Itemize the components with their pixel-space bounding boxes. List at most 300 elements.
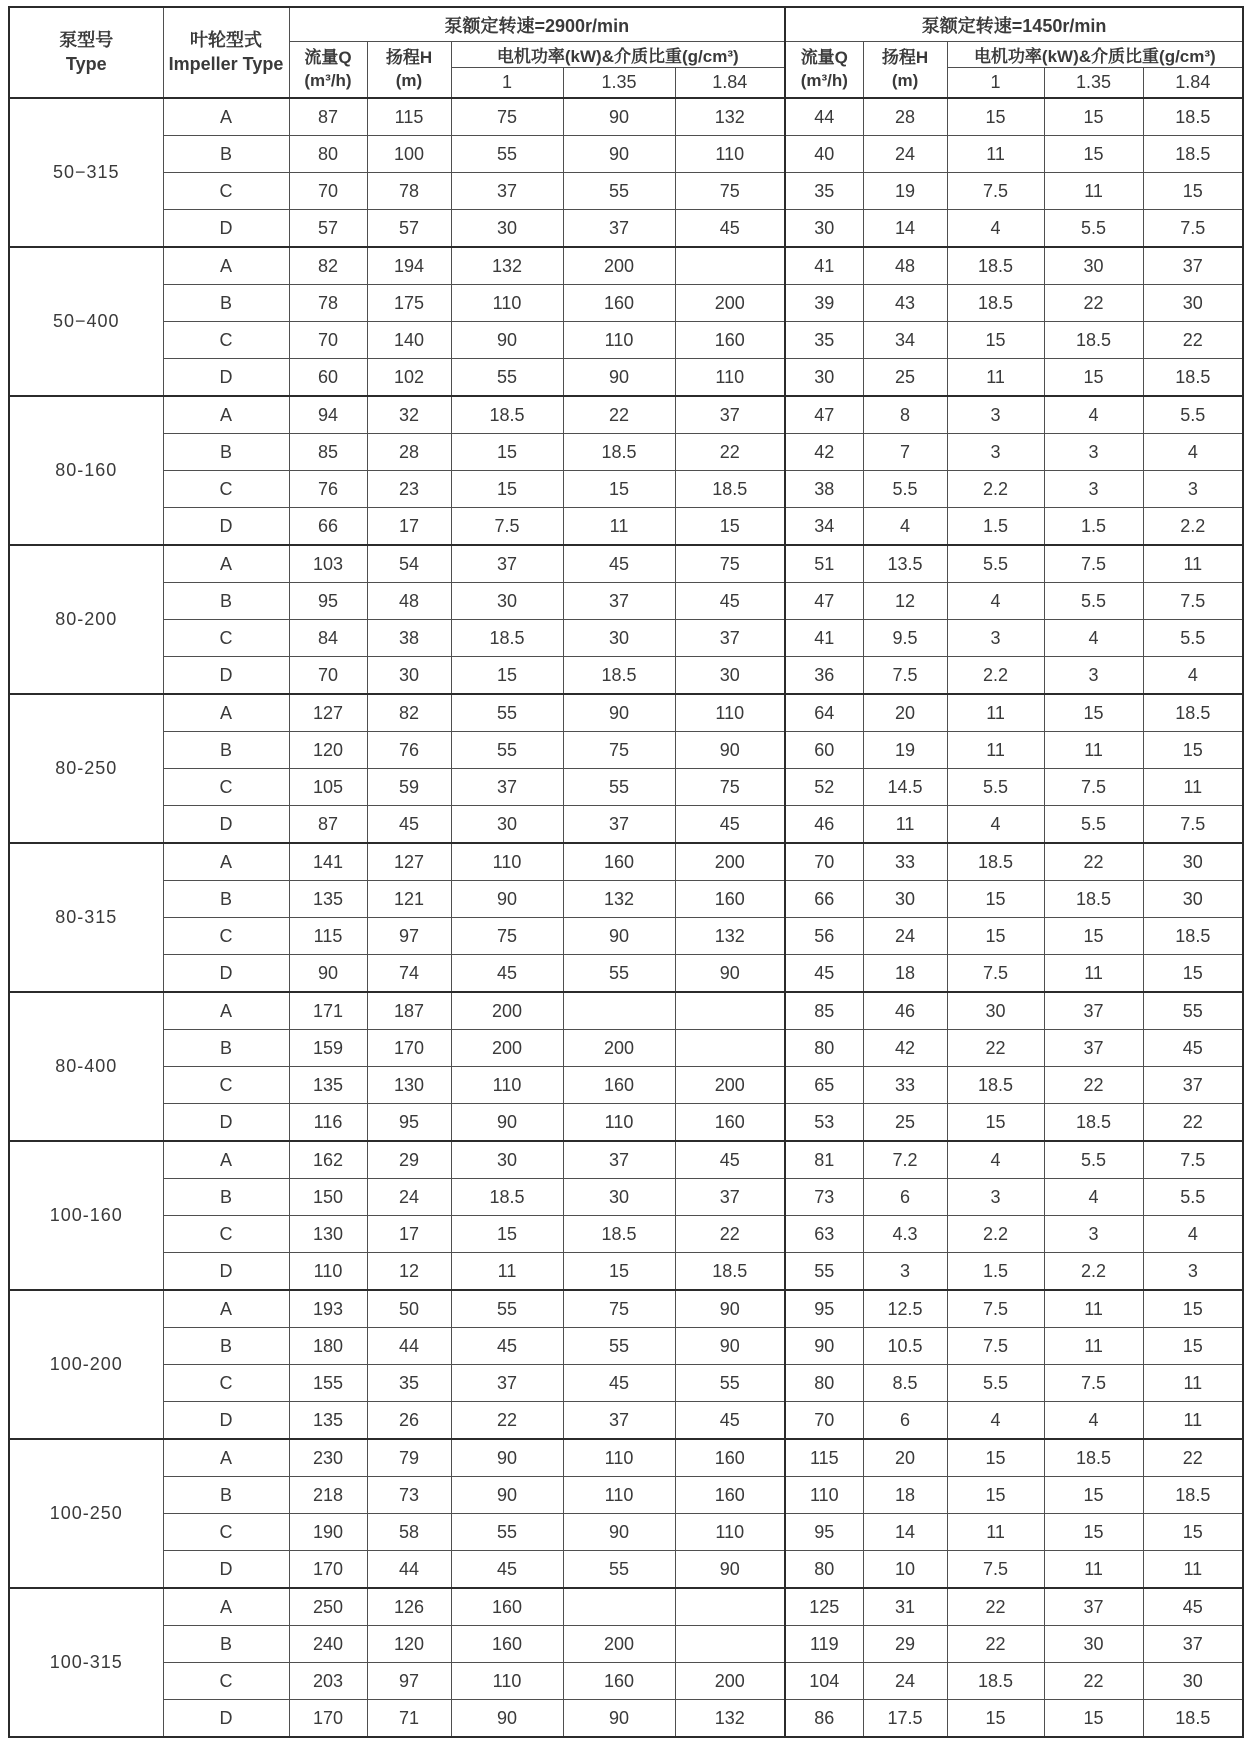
value-cell: 18.5 — [451, 1179, 563, 1216]
value-cell: 90 — [675, 1290, 785, 1328]
flow-header-1450 — [785, 42, 863, 99]
value-cell: 35 — [785, 173, 863, 210]
value-cell: 22 — [947, 1626, 1044, 1663]
value-cell: 187 — [367, 992, 451, 1030]
value-cell: 14 — [863, 210, 947, 248]
value-cell: 5.5 — [1044, 583, 1143, 620]
value-cell: 200 — [675, 1663, 785, 1700]
value-cell: 15 — [1044, 136, 1143, 173]
value-cell: 30 — [785, 359, 863, 397]
value-cell: 33 — [863, 843, 947, 881]
table-row — [9, 1626, 1243, 1663]
impeller-cell: D — [163, 210, 289, 248]
value-cell: 10 — [863, 1551, 947, 1589]
value-cell: 18.5 — [1044, 1104, 1143, 1142]
value-cell: 5.5 — [1143, 396, 1243, 434]
value-cell: 18.5 — [1044, 322, 1143, 359]
value-cell: 75 — [675, 769, 785, 806]
value-cell: 25 — [863, 359, 947, 397]
value-cell: 104 — [785, 1663, 863, 1700]
impeller-cell: A — [163, 694, 289, 732]
value-cell: 90 — [563, 136, 675, 173]
impeller-cell: C — [163, 322, 289, 359]
value-cell: 66 — [785, 881, 863, 918]
impeller-cell: B — [163, 732, 289, 769]
value-cell: 4 — [947, 210, 1044, 248]
value-cell: 37 — [675, 620, 785, 657]
impeller-cell: D — [163, 955, 289, 993]
value-cell: 55 — [451, 732, 563, 769]
value-cell: 55 — [451, 1290, 563, 1328]
impeller-cell: D — [163, 1700, 289, 1738]
value-cell: 55 — [675, 1365, 785, 1402]
value-cell: 18.5 — [563, 434, 675, 471]
value-cell: 3 — [1044, 1216, 1143, 1253]
value-cell: 97 — [367, 918, 451, 955]
table-header — [9, 7, 1243, 98]
value-cell: 15 — [1143, 1514, 1243, 1551]
impeller-cell: A — [163, 1588, 289, 1626]
value-cell: 26 — [367, 1402, 451, 1440]
value-cell: 15 — [1044, 98, 1143, 136]
value-cell: 13.5 — [863, 545, 947, 583]
table-row — [9, 173, 1243, 210]
value-cell: 30 — [1143, 1663, 1243, 1700]
value-cell: 5.5 — [1044, 806, 1143, 844]
value-cell: 74 — [367, 955, 451, 993]
table-row — [9, 1067, 1243, 1104]
table-row — [9, 1439, 1243, 1477]
value-cell — [675, 247, 785, 285]
value-cell: 90 — [451, 1477, 563, 1514]
value-cell: 30 — [563, 1179, 675, 1216]
value-cell: 4 — [1143, 434, 1243, 471]
value-cell: 7.5 — [947, 1290, 1044, 1328]
value-cell: 73 — [367, 1477, 451, 1514]
head-header-1450 — [863, 42, 947, 99]
value-cell: 4 — [947, 1141, 1044, 1179]
impeller-cell: B — [163, 1626, 289, 1663]
value-cell: 15 — [451, 657, 563, 695]
pump-type-cell: 50−315 — [9, 98, 163, 247]
value-cell: 2.2 — [947, 471, 1044, 508]
impeller-column-header-en: Impeller Type — [168, 53, 284, 74]
value-cell: 75 — [451, 98, 563, 136]
value-cell: 70 — [785, 843, 863, 881]
value-cell: 87 — [289, 806, 367, 844]
impeller-cell: D — [163, 806, 289, 844]
impeller-cell: D — [163, 1253, 289, 1291]
value-cell: 4 — [1044, 396, 1143, 434]
value-cell: 45 — [675, 583, 785, 620]
value-cell: 22 — [1143, 1104, 1243, 1142]
value-cell: 12 — [863, 583, 947, 620]
value-cell: 45 — [675, 210, 785, 248]
value-cell: 60 — [785, 732, 863, 769]
value-cell: 5.5 — [1044, 1141, 1143, 1179]
value-cell: 37 — [451, 769, 563, 806]
table-row — [9, 583, 1243, 620]
value-cell: 10.5 — [863, 1328, 947, 1365]
table-row — [9, 1402, 1243, 1440]
value-cell: 75 — [563, 732, 675, 769]
value-cell: 15 — [1044, 1477, 1143, 1514]
value-cell: 200 — [675, 285, 785, 322]
value-cell: 127 — [367, 843, 451, 881]
value-cell: 5.5 — [947, 545, 1044, 583]
value-cell: 23 — [367, 471, 451, 508]
pump-type-cell: 80-250 — [9, 694, 163, 843]
pump-type-cell: 50−400 — [9, 247, 163, 396]
value-cell: 30 — [1143, 285, 1243, 322]
value-cell: 18.5 — [1143, 359, 1243, 397]
value-cell: 240 — [289, 1626, 367, 1663]
value-cell: 160 — [563, 843, 675, 881]
header-row-speed — [9, 7, 1243, 42]
value-cell: 11 — [451, 1253, 563, 1291]
value-cell: 18 — [863, 1477, 947, 1514]
value-cell: 38 — [367, 620, 451, 657]
impeller-cell: B — [163, 434, 289, 471]
value-cell: 37 — [451, 1365, 563, 1402]
value-cell: 22 — [1044, 1067, 1143, 1104]
value-cell: 2.2 — [1044, 1253, 1143, 1291]
flow-header-2900-unit: (m³/h) — [304, 70, 352, 90]
table-row — [9, 694, 1243, 732]
value-cell: 8 — [863, 396, 947, 434]
impeller-cell: A — [163, 247, 289, 285]
value-cell: 18.5 — [1143, 918, 1243, 955]
value-cell: 110 — [675, 136, 785, 173]
value-cell: 37 — [563, 1402, 675, 1440]
value-cell: 37 — [451, 545, 563, 583]
pump-spec-table — [8, 6, 1244, 1738]
value-cell: 90 — [451, 881, 563, 918]
value-cell: 15 — [947, 1700, 1044, 1738]
impeller-cell: A — [163, 396, 289, 434]
impeller-cell: D — [163, 1402, 289, 1440]
value-cell: 75 — [563, 1290, 675, 1328]
value-cell: 110 — [785, 1477, 863, 1514]
value-cell: 30 — [1044, 247, 1143, 285]
value-cell: 45 — [675, 1402, 785, 1440]
value-cell: 11 — [1044, 1290, 1143, 1328]
table-row — [9, 1104, 1243, 1142]
value-cell: 150 — [289, 1179, 367, 1216]
value-cell: 110 — [451, 285, 563, 322]
value-cell: 28 — [863, 98, 947, 136]
value-cell: 70 — [289, 657, 367, 695]
value-cell: 3 — [1143, 1253, 1243, 1291]
value-cell: 24 — [863, 136, 947, 173]
impeller-cell: C — [163, 1216, 289, 1253]
value-cell: 15 — [1143, 955, 1243, 993]
value-cell: 76 — [289, 471, 367, 508]
value-cell: 63 — [785, 1216, 863, 1253]
value-cell: 3 — [947, 1179, 1044, 1216]
value-cell: 116 — [289, 1104, 367, 1142]
value-cell: 85 — [785, 992, 863, 1030]
value-cell: 18.5 — [675, 1253, 785, 1291]
value-cell: 18.5 — [947, 285, 1044, 322]
value-cell: 50 — [367, 1290, 451, 1328]
value-cell: 71 — [367, 1700, 451, 1738]
speed-group-2900-header: 泵额定转速=2900r/min — [289, 7, 785, 42]
impeller-cell: A — [163, 1141, 289, 1179]
value-cell: 110 — [675, 359, 785, 397]
value-cell: 41 — [785, 247, 863, 285]
value-cell: 60 — [289, 359, 367, 397]
value-cell: 19 — [863, 173, 947, 210]
value-cell: 22 — [675, 434, 785, 471]
value-cell: 22 — [563, 396, 675, 434]
value-cell: 90 — [675, 1328, 785, 1365]
value-cell: 22 — [947, 1588, 1044, 1626]
value-cell: 159 — [289, 1030, 367, 1067]
value-cell: 5.5 — [1143, 620, 1243, 657]
value-cell: 45 — [785, 955, 863, 993]
value-cell: 55 — [563, 1328, 675, 1365]
value-cell: 3 — [1044, 657, 1143, 695]
value-cell: 11 — [1044, 1551, 1143, 1589]
flow-header-1450-label: 流量Q — [800, 48, 848, 68]
head-header-1450-label: 扬程H — [881, 48, 929, 68]
value-cell: 70 — [289, 173, 367, 210]
pump-type-cell: 100-250 — [9, 1439, 163, 1588]
value-cell: 37 — [675, 396, 785, 434]
value-cell: 4 — [1044, 1402, 1143, 1440]
value-cell: 45 — [563, 1365, 675, 1402]
value-cell: 90 — [451, 1439, 563, 1477]
value-cell: 45 — [1143, 1588, 1243, 1626]
value-cell: 30 — [367, 657, 451, 695]
value-cell: 6 — [863, 1402, 947, 1440]
value-cell: 55 — [451, 359, 563, 397]
table-row — [9, 285, 1243, 322]
table-row — [9, 1030, 1243, 1067]
value-cell: 97 — [367, 1663, 451, 1700]
value-cell: 82 — [367, 694, 451, 732]
value-cell: 8.5 — [863, 1365, 947, 1402]
value-cell: 18.5 — [947, 1067, 1044, 1104]
value-cell: 12 — [367, 1253, 451, 1291]
value-cell: 18.5 — [563, 1216, 675, 1253]
value-cell: 78 — [367, 173, 451, 210]
value-cell: 55 — [563, 173, 675, 210]
value-cell: 218 — [289, 1477, 367, 1514]
value-cell: 110 — [563, 1104, 675, 1142]
value-cell: 18 — [863, 955, 947, 993]
value-cell: 30 — [863, 881, 947, 918]
table-row — [9, 545, 1243, 583]
value-cell: 110 — [451, 843, 563, 881]
value-cell: 75 — [675, 545, 785, 583]
value-cell: 7.5 — [1044, 769, 1143, 806]
value-cell: 15 — [451, 434, 563, 471]
value-cell: 58 — [367, 1514, 451, 1551]
type-column-header — [9, 7, 163, 98]
value-cell: 200 — [675, 1067, 785, 1104]
value-cell: 15 — [947, 881, 1044, 918]
table-row — [9, 210, 1243, 248]
table-row — [9, 1514, 1243, 1551]
value-cell: 90 — [675, 1551, 785, 1589]
value-cell: 37 — [1044, 992, 1143, 1030]
value-cell: 155 — [289, 1365, 367, 1402]
value-cell: 3 — [1143, 471, 1243, 508]
value-cell: 42 — [785, 434, 863, 471]
value-cell — [675, 1626, 785, 1663]
value-cell: 3 — [1044, 471, 1143, 508]
value-cell: 22 — [1143, 1439, 1243, 1477]
value-cell: 44 — [785, 98, 863, 136]
value-cell: 90 — [451, 1700, 563, 1738]
table-row — [9, 322, 1243, 359]
value-cell: 4 — [1044, 1179, 1143, 1216]
value-cell: 90 — [451, 1104, 563, 1142]
table-row — [9, 918, 1243, 955]
impeller-cell: B — [163, 583, 289, 620]
value-cell: 15 — [947, 1104, 1044, 1142]
value-cell: 194 — [367, 247, 451, 285]
value-cell: 200 — [451, 1030, 563, 1067]
value-cell: 110 — [675, 694, 785, 732]
value-cell: 39 — [785, 285, 863, 322]
value-cell: 5.5 — [1044, 210, 1143, 248]
value-cell: 46 — [863, 992, 947, 1030]
impeller-cell: C — [163, 471, 289, 508]
value-cell: 30 — [675, 657, 785, 695]
value-cell: 11 — [1143, 1365, 1243, 1402]
value-cell: 2.2 — [1143, 508, 1243, 546]
value-cell: 66 — [289, 508, 367, 546]
value-cell: 30 — [947, 992, 1044, 1030]
value-cell: 110 — [563, 322, 675, 359]
table-row — [9, 657, 1243, 695]
impeller-cell: A — [163, 1439, 289, 1477]
value-cell: 5.5 — [947, 1365, 1044, 1402]
value-cell: 35 — [367, 1365, 451, 1402]
table-row — [9, 1179, 1243, 1216]
value-cell: 54 — [367, 545, 451, 583]
table-row — [9, 1477, 1243, 1514]
value-cell: 37 — [563, 806, 675, 844]
value-cell: 200 — [563, 1030, 675, 1067]
value-cell: 3 — [947, 434, 1044, 471]
value-cell: 11 — [863, 806, 947, 844]
impeller-cell: C — [163, 769, 289, 806]
value-cell: 11 — [1044, 173, 1143, 210]
value-cell: 160 — [563, 1067, 675, 1104]
value-cell: 2.2 — [947, 1216, 1044, 1253]
value-cell: 140 — [367, 322, 451, 359]
value-cell: 20 — [863, 1439, 947, 1477]
value-cell: 14 — [863, 1514, 947, 1551]
flow-header-2900 — [289, 42, 367, 99]
value-cell: 3 — [947, 396, 1044, 434]
power-header-2900: 电机功率(kW)&介质比重(g/cm³) — [451, 42, 785, 68]
value-cell: 1.5 — [947, 1253, 1044, 1291]
value-cell: 95 — [367, 1104, 451, 1142]
value-cell: 48 — [863, 247, 947, 285]
value-cell: 200 — [563, 247, 675, 285]
impeller-cell: B — [163, 136, 289, 173]
table-row — [9, 806, 1243, 844]
value-cell: 22 — [675, 1216, 785, 1253]
table-row — [9, 1588, 1243, 1626]
value-cell: 4 — [1143, 657, 1243, 695]
value-cell: 110 — [289, 1253, 367, 1291]
value-cell: 175 — [367, 285, 451, 322]
value-cell: 45 — [675, 806, 785, 844]
pump-type-cell: 80-400 — [9, 992, 163, 1141]
impeller-cell: A — [163, 992, 289, 1030]
value-cell: 110 — [451, 1067, 563, 1104]
impeller-cell: D — [163, 1551, 289, 1589]
value-cell: 120 — [367, 1626, 451, 1663]
value-cell: 37 — [1143, 1067, 1243, 1104]
value-cell: 11 — [1143, 1402, 1243, 1440]
value-cell: 57 — [289, 210, 367, 248]
value-cell: 18.5 — [1044, 881, 1143, 918]
head-header-2900-label: 扬程H — [385, 48, 433, 68]
value-cell: 90 — [289, 955, 367, 993]
value-cell: 70 — [785, 1402, 863, 1440]
value-cell: 75 — [451, 918, 563, 955]
value-cell: 7.5 — [1143, 583, 1243, 620]
value-cell: 55 — [1143, 992, 1243, 1030]
value-cell: 45 — [451, 1328, 563, 1365]
value-cell: 15 — [947, 1477, 1044, 1514]
value-cell: 132 — [563, 881, 675, 918]
value-cell: 15 — [563, 471, 675, 508]
gravity-1-2900: 1 — [451, 68, 563, 99]
value-cell: 15 — [451, 1216, 563, 1253]
value-cell — [563, 992, 675, 1030]
impeller-cell: D — [163, 508, 289, 546]
value-cell: 7.5 — [1044, 545, 1143, 583]
value-cell: 95 — [785, 1514, 863, 1551]
value-cell: 18.5 — [1143, 136, 1243, 173]
value-cell: 22 — [1143, 322, 1243, 359]
value-cell: 24 — [863, 918, 947, 955]
value-cell: 90 — [563, 359, 675, 397]
value-cell: 15 — [1044, 1700, 1143, 1738]
value-cell: 65 — [785, 1067, 863, 1104]
value-cell: 132 — [675, 918, 785, 955]
pump-type-cell: 80-160 — [9, 396, 163, 545]
table-row — [9, 434, 1243, 471]
value-cell: 18.5 — [451, 396, 563, 434]
table-row — [9, 620, 1243, 657]
value-cell: 51 — [785, 545, 863, 583]
value-cell: 18.5 — [1143, 98, 1243, 136]
value-cell: 12.5 — [863, 1290, 947, 1328]
value-cell: 17 — [367, 1216, 451, 1253]
value-cell: 200 — [563, 1626, 675, 1663]
value-cell: 55 — [563, 769, 675, 806]
value-cell: 132 — [451, 247, 563, 285]
value-cell: 82 — [289, 247, 367, 285]
value-cell: 34 — [863, 322, 947, 359]
value-cell: 11 — [947, 136, 1044, 173]
table-row — [9, 1551, 1243, 1589]
value-cell: 30 — [785, 210, 863, 248]
value-cell: 45 — [1143, 1030, 1243, 1067]
value-cell: 15 — [1044, 694, 1143, 732]
value-cell: 3 — [947, 620, 1044, 657]
value-cell: 11 — [1044, 732, 1143, 769]
